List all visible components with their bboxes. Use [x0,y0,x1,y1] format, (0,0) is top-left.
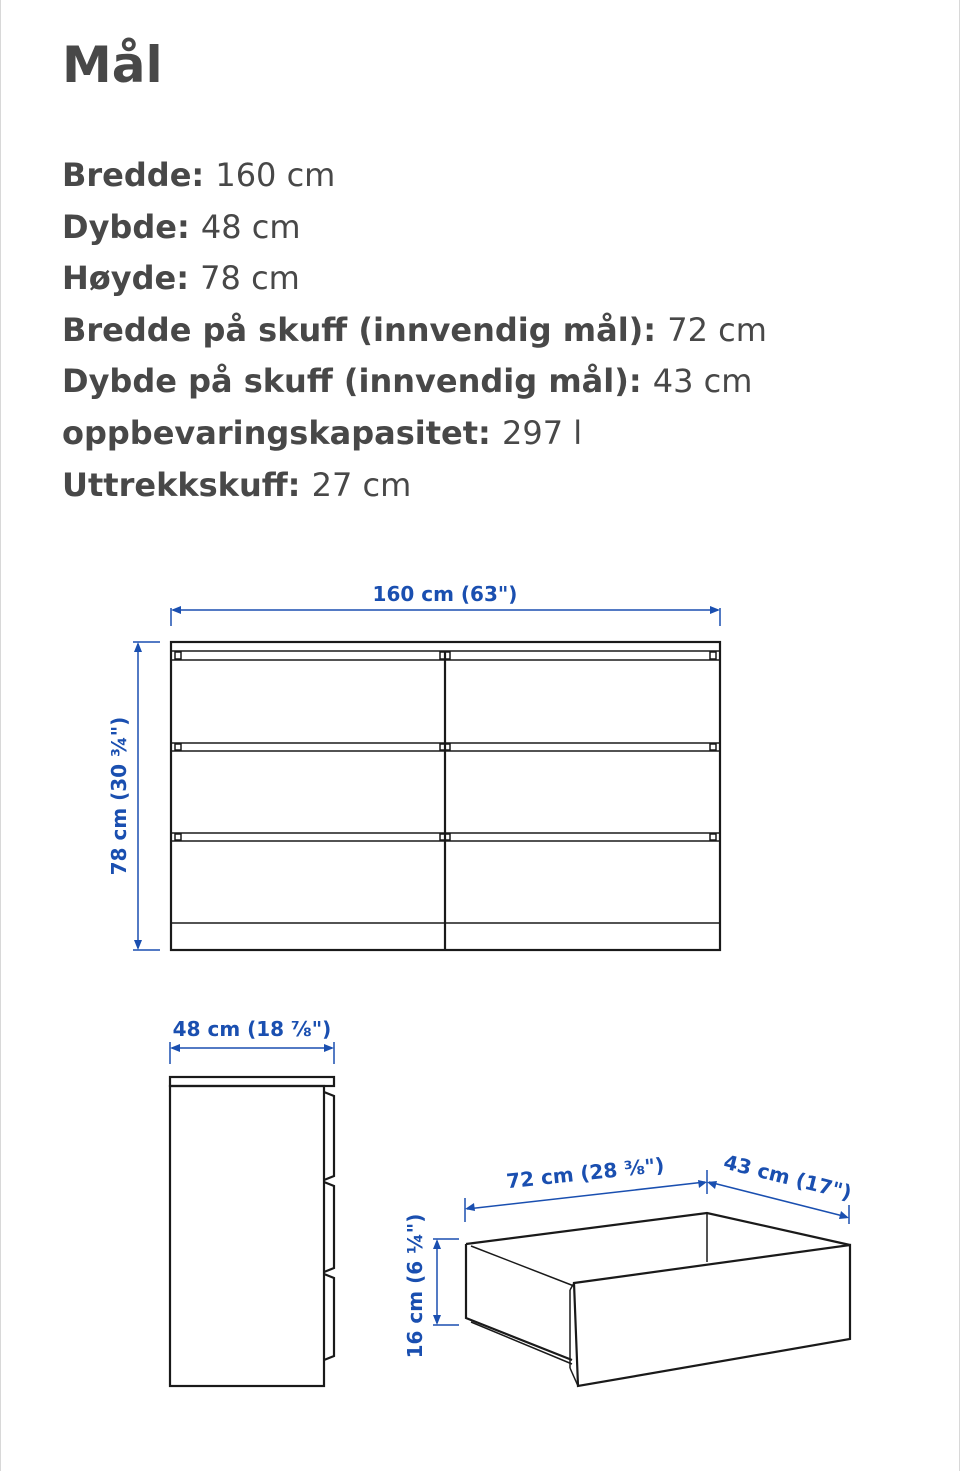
spec-value: 48 cm [200,207,301,246]
spec-row-drawer-width: Bredde på skuff (innvendig mål): 72 cm [62,310,767,349]
spec-row-storage-capacity: oppbevaringskapasitet: 297 l [62,413,583,452]
spec-row-depth: Dybde: 48 cm [62,207,301,246]
dresser-front [171,642,720,950]
spec-value: 78 cm [200,259,300,298]
spec-label: Uttrekkskuff [62,465,288,504]
page-title: Mål [62,36,163,94]
front-width-label: 160 cm (63") [372,582,518,606]
side-depth-label: 48 cm (18 ⅞") [172,1017,332,1041]
spec-label: Dybde [62,207,177,246]
drawer-view [403,1150,854,1386]
spec-label: Bredde på skuff (innvendig mål) [62,310,644,349]
drawer-width-dimension [465,1153,707,1222]
front-view [107,582,720,950]
spec-value: 43 cm [652,362,753,401]
spec-label: oppbevaringskapasitet [62,413,479,452]
spec-row-width: Bredde: 160 cm [62,156,336,194]
spec-row-height: Høyde: 78 cm [62,259,300,298]
spec-label: Høyde [62,259,177,298]
spec-label: Dybde på skuff (innvendig mål) [62,362,629,401]
front-width-dimension [171,582,720,626]
drawer-box [466,1213,850,1386]
drawer-depth-dimension [707,1150,854,1224]
side-depth-dimension [170,1017,334,1064]
drawer-width-label: 72 cm (28 ⅜") [505,1152,666,1194]
front-height-dimension [107,642,160,950]
spec-value: 160 cm [215,156,336,194]
drawer-height-label: 16 cm (6 ¼") [403,1213,427,1359]
side-view [170,1017,334,1386]
spec-value: 72 cm [667,310,767,349]
spec-value: 27 cm [311,465,412,504]
spec-row-drawer-depth: Dybde på skuff (innvendig mål): 43 cm [62,362,753,401]
spec-row-pullout-drawer: Uttrekkskuff: 27 cm [62,465,412,504]
drawer-height-dimension [403,1214,459,1359]
drawer-depth-label: 43 cm (17") [721,1149,855,1205]
spec-label: Bredde [62,156,192,194]
dresser-side [170,1077,334,1386]
front-height-label: 78 cm (30 ¾") [107,716,131,876]
spec-value: 297 l [501,413,583,452]
